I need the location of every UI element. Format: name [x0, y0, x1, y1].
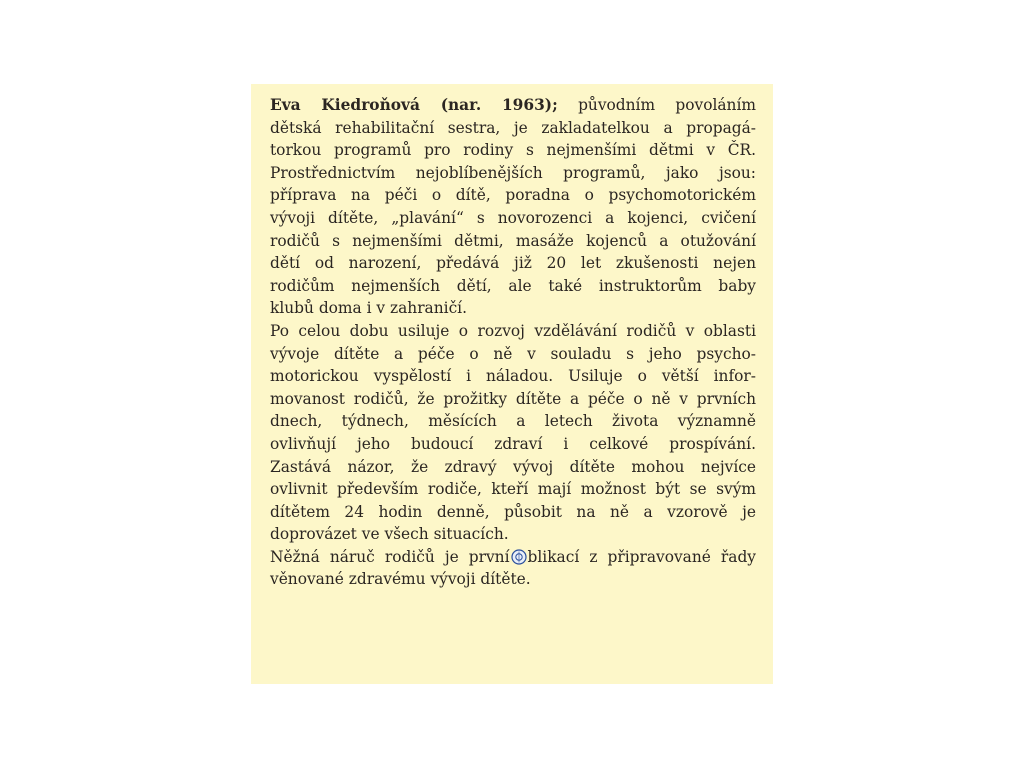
- text-line: dětská rehabilitační sestra, je zakladatelkou a propagá-: [270, 118, 756, 137]
- text-line: dnech, týdnech, měsících a letech života významně: [270, 412, 756, 431]
- text-line: doprovázet ve všech situacích.: [270, 525, 509, 544]
- text-line: Něžná náruč rodičů je první blikací z připravované řady: [270, 547, 756, 566]
- text-line: vývoji dítěte, „plavání“ s novorozenci a kojenci, cvičení: [270, 208, 756, 227]
- text-line: torkou programů pro rodiny s nejmenšími dětmi v ČR.: [270, 141, 756, 160]
- text-line: dítětem 24 hodin denně, působit na ně a vzorově je: [270, 502, 756, 521]
- text-line: ovlivnit především rodiče, kteří mají možnost být se svým: [270, 480, 756, 499]
- text-line: movanost rodičů, že prožitky dítěte a péče o ně v prvních: [270, 389, 756, 408]
- text-line: rodičům nejmenších dětí, ale také instruktorům baby: [270, 276, 756, 295]
- author-name: Eva Kiedroňová (nar. 1963);: [270, 96, 558, 114]
- text-line: Po celou dobu usiluje o rozvoj vzdělávání rodičů v oblasti: [270, 321, 756, 340]
- text-line: Eva Kiedroňová (nar. 1963); původním povoláním: [270, 96, 756, 114]
- text-line: věnované zdravému vývoji dítěte.: [270, 570, 531, 589]
- biography-text: [270, 94, 756, 591]
- text-line: ovlivňují jeho budoucí zdraví i celkové prospívání.: [270, 434, 756, 453]
- text-line: motorickou vyspělostí i náladou. Usiluje o větší infor-: [270, 367, 756, 386]
- text-line: dětí od narození, předává již 20 let zkušenosti nejen: [270, 254, 756, 273]
- library-stamp-icon: [511, 549, 527, 565]
- text-line: klubů doma i v zahraničí.: [270, 299, 467, 318]
- text-line: rodičů s nejmenšími dětmi, masáže kojenců a otužování: [270, 231, 756, 250]
- text-line: vývoje dítěte a péče o ně v souladu s jeho psycho-: [270, 344, 756, 363]
- text-line: příprava na péči o dítě, poradna o psychomotorickém: [270, 186, 756, 205]
- text-line: Prostřednictvím nejoblíbenějších programů, jako jsou:: [270, 163, 756, 182]
- text-line: Zastává názor, že zdravý vývoj dítěte mohou nejvíce: [270, 457, 756, 476]
- book-page: [251, 84, 773, 684]
